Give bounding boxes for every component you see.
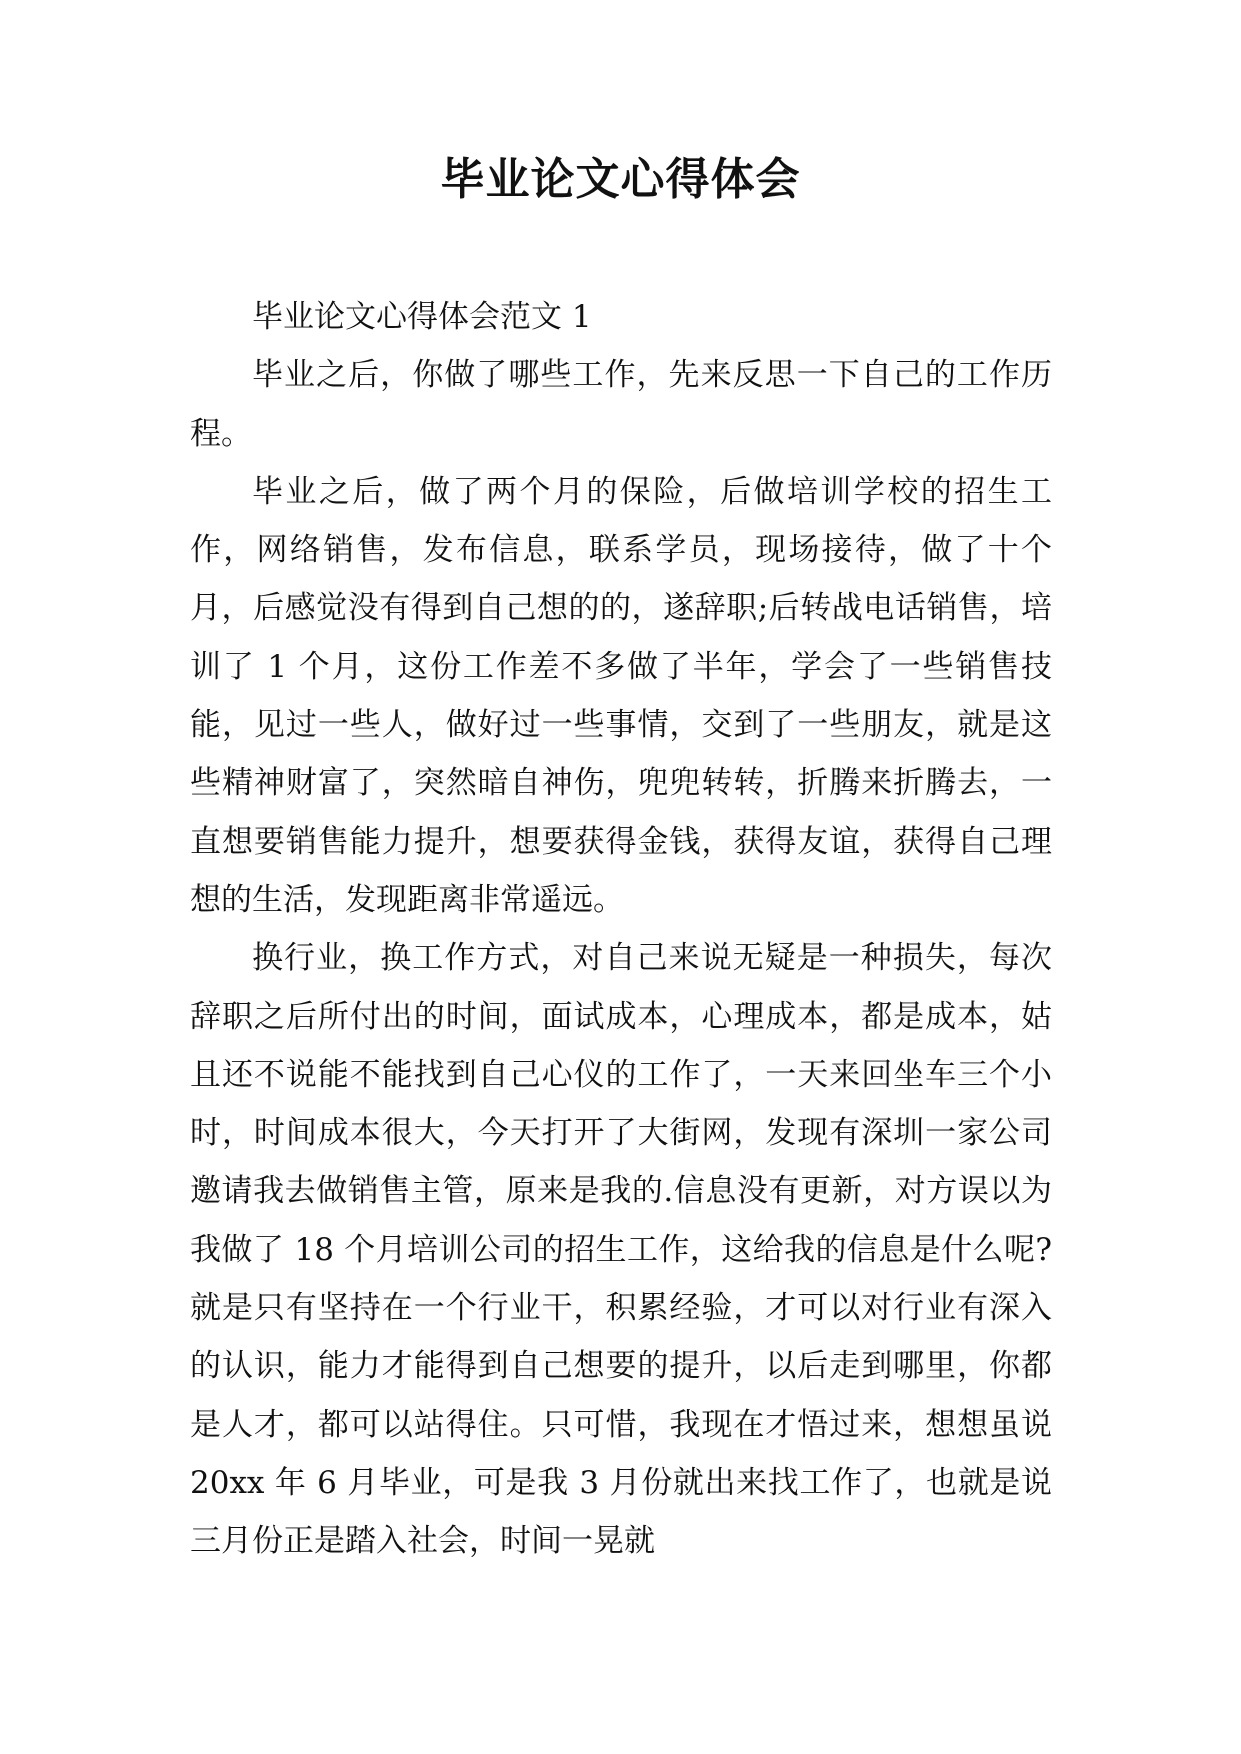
document-title: 毕业论文心得体会 [440, 154, 801, 205]
paragraph: 毕业之后，你做了哪些工作，先来反思一下自己的工作历程。 [190, 357, 1052, 452]
document-body [190, 288, 1052, 1571]
paragraph: 毕业之后，做了两个月的保险，后做培训学校的招生工作，网络销售，发布信息，联系学员，现场接待，做了十个月，后感觉没有得到自己想的的，遂辞职;后转战电话销售，培训了 1 个月，这份工作差不多做了半年，学会了一些销售技能，见过一些人，做好过一些事情，交到了一些朋友，就是这些精神财富了，突然暗自神伤，兜兜转转，折腾来折腾去，一直想要销售能力提升，想要获得金钱，获得友谊，获得自己理想的生活，发现距离非常遥远。 [190, 473, 1052, 918]
paragraph-subtitle: 毕业论文心得体会范文 1 [252, 299, 592, 335]
paragraph: 换行业，换工作方式，对自己来说无疑是一种损失，每次辞职之后所付出的时间，面试成本，心理成本，都是成本，姑且还不说能不能找到自己心仪的工作了，一天来回坐车三个小时，时间成本很大，今天打开了大街网，发现有深圳一家公司邀请我去做销售主管，原来是我的.信息没有更新，对方误以为我做了 18 个月培训公司的招生工作，这给我的信息是什么呢?就是只有坚持在一个行业干，积累经验，才可以对行业有深入的认识，能力才能得到自己想要的提升，以后走到哪里，你都是人才，都可以站得住。只可惜，我现在才悟过来，想想虽说 20xx 年 6 月毕业，可是我 3 月份就出来找工作了，也就是说三月份正是踏入社会，时间一晃就 [190, 940, 1052, 1560]
